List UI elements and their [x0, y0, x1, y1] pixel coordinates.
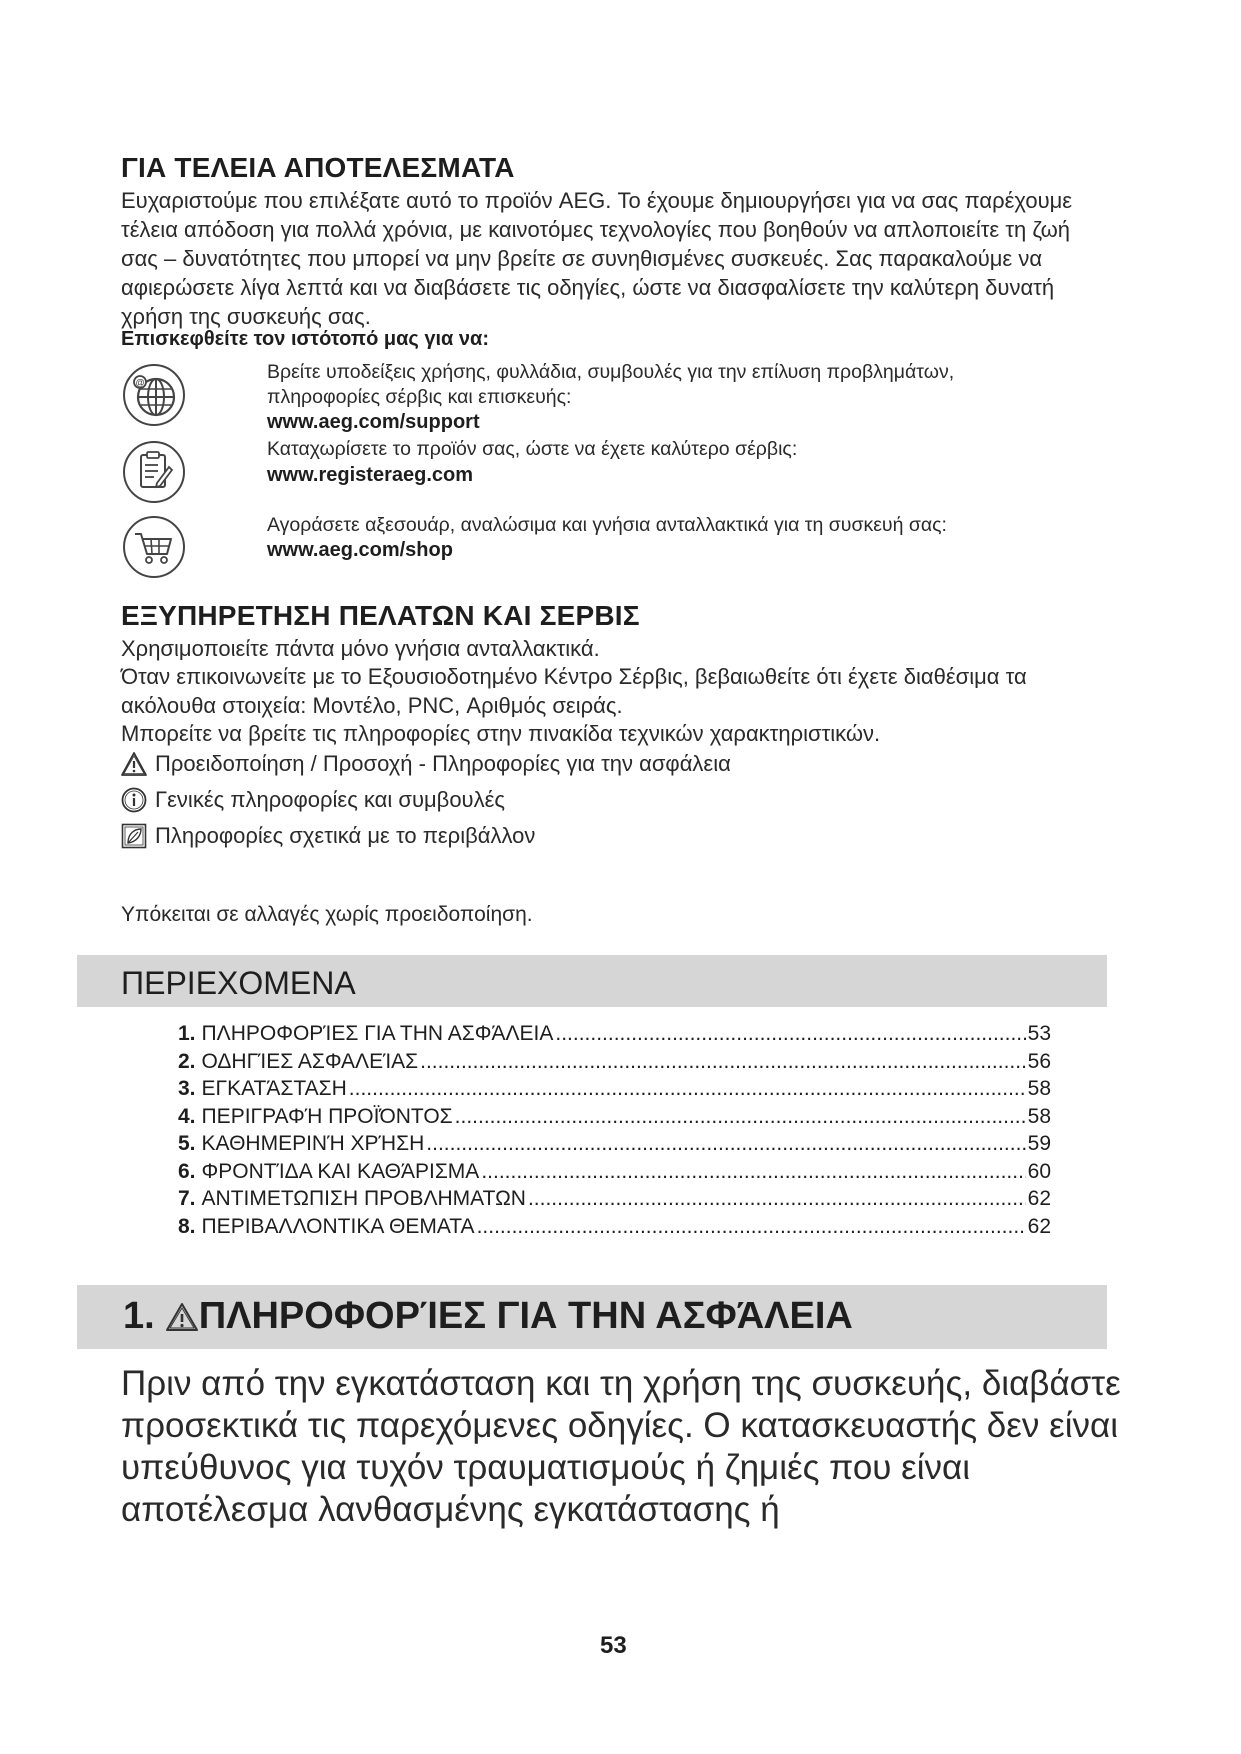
toc-item[interactable] [178, 1105, 1051, 1133]
toc-leader-dots [426, 1132, 1025, 1156]
toc-item-label: ΦΡΟΝΤΊΔΑ ΚΑΙ ΚΑΘΆΡΙΣΜΑ [201, 1159, 480, 1183]
toc-leader-dots [349, 1077, 1026, 1101]
page-number: 53 [600, 1632, 627, 1659]
toc-item-page: 62 [1027, 1187, 1051, 1210]
toc-item[interactable] [178, 1132, 1051, 1160]
toc-item-label: ΑΝΤΙΜΕΤΩΠΙΣΗ ΠΡΟΒΛΗΜΑΤΩΝ [201, 1187, 526, 1210]
toc-leader-dots [455, 1105, 1026, 1129]
toc-item-number: 3. [178, 1077, 196, 1100]
globe-icon [121, 362, 187, 428]
toc-title: ΠΕΡΙΕΧΟΜΕΝΑ [121, 965, 356, 1001]
toc-item-number: 4. [178, 1104, 196, 1128]
intro-title: ΓΙΑ ΤΕΛΕΙΑ ΑΠΟΤΕΛΕΣΜΑΤΑ [121, 152, 515, 183]
section1-paragraph: Πριν από την εγκατάσταση και τη χρήση της συσκευής, διαβάστε προσεκτικά τις παρεχόμενες οδηγίες. Ο κατασκευαστής δεν είναι υπεύθυνος για τυχόν τραυματισμούς ή ζημιές που είναι αποτέλεσμα λανθασμένης εγκατάστασης ή [121, 1364, 1121, 1529]
toc-item[interactable] [178, 1050, 1051, 1078]
toc-item[interactable] [178, 1187, 1051, 1215]
intro-paragraph: Ευχαριστούμε που επιλέξατε αυτό το προϊόν AEG. Το έχουμε δημιουργήσει για να σας παρέχουμε τέλεια απόδοση για πολλά χρόνια, με καινοτόμες τεχνολογίες που βοηθούν να απλοποιείτε τη ζωή σας – δυνατότητες που μπορεί να μην βρείτε σε συνηθισμένες συσκευές. Σας παρακαλούμε να αφιερώσετε λίγα λεπτά και να διαβάσετε τις οδηγίες, ώστε να διασφαλίσετε την καλύτερη δυνατή χρήση της συσκευής σας. [121, 188, 1073, 329]
toc-item[interactable] [178, 1077, 1051, 1105]
toc-item-label: ΕΓΚΑΤΆΣΤΑΣΗ [201, 1077, 347, 1100]
toc-leader-dots [477, 1215, 1026, 1239]
toc-item-number: 2. [178, 1049, 196, 1073]
visit-label: Επισκεφθείτε τον ιστότοπό μας για να: [121, 328, 489, 350]
toc-header-bar [77, 955, 1107, 1007]
service-support-text: Βρείτε υποδείξεις χρήσης, φυλλάδια, συμβουλές για την επίλυση προβλημάτων, πληροφορίες σέρβις και επισκευής: [267, 361, 955, 408]
toc-item[interactable] [178, 1022, 1051, 1050]
customer-title: ΕΞΥΠΗΡΕΤΗΣΗ ΠΕΛΑΤΩΝ ΚΑΙ ΣΕΡΒΙΣ [121, 600, 640, 631]
toc-item-page: 58 [1027, 1104, 1051, 1128]
toc-item-number: 8. [178, 1214, 196, 1238]
toc-item-number: 5. [178, 1132, 196, 1155]
legend-environment [121, 823, 535, 849]
legend-environment-text: Πληροφορίες σχετικά με το περιβάλλον [155, 823, 536, 848]
register-icon [121, 439, 187, 505]
toc-item-label: ΟΔΗΓΊΕΣ ΑΣΦΑΛΕΊΑΣ [201, 1049, 419, 1073]
warning-icon [165, 1302, 199, 1332]
toc-item-number: 7. [178, 1187, 196, 1210]
toc-leader-dots [420, 1050, 1026, 1074]
toc-item-label: ΠΕΡΙΒΑΛΛΟΝΤΙΚΑ ΘΕΜΑΤΑ [201, 1214, 475, 1238]
legend-info [121, 787, 505, 813]
section1-header-bar [77, 1285, 1107, 1349]
toc-leader-dots [481, 1160, 1025, 1184]
toc-item-page: 58 [1027, 1077, 1051, 1100]
toc-item-page: 53 [1027, 1022, 1051, 1045]
customer-line2: Όταν επικοινωνείτε με το Εξουσιοδοτημένο Κέντρο Σέρβις, βεβαιωθείτε ότι έχετε διαθέσιμα τα ακόλουθα στοιχεία: Μοντέλο, PNC, Αριθμός σειράς. [121, 664, 1027, 718]
toc-item-page: 59 [1027, 1132, 1051, 1155]
legend-info-text: Γενικές πληροφορίες και συμβουλές [155, 787, 505, 812]
section1-number: 1. [123, 1295, 155, 1337]
legend-warning [121, 751, 731, 777]
toc-item-page: 56 [1027, 1049, 1051, 1073]
service-register-text: Καταχωρίσετε το προϊόν σας, ώστε να έχετε καλύτερο σέρβις: [267, 438, 798, 460]
shop-link[interactable]: www.aeg.com/shop [267, 539, 453, 561]
toc-item-label: ΚΑΘΗΜΕΡΙΝΉ ΧΡΉΣΗ [201, 1132, 425, 1155]
toc-item-number: 1. [178, 1022, 196, 1045]
toc-item-label: ΠΛΗΡΟΦΟΡΊΕΣ ΓΙΑ ΤΗΝ ΑΣΦΆΛΕΙΑ [201, 1022, 554, 1045]
support-link[interactable]: www.aeg.com/support [267, 411, 480, 433]
toc-item-label: ΠΕΡΙΓΡΑΦΉ ΠΡΟΪΌΝΤΟΣ [201, 1104, 453, 1128]
service-register-icon-wrap [121, 439, 187, 510]
toc-leader-dots [555, 1022, 1025, 1046]
toc-item[interactable] [178, 1215, 1051, 1243]
customer-line1: Χρησιμοποιείτε πάντα μόνο γνήσια ανταλλακτικά. [121, 636, 600, 661]
section1-title-row [123, 1295, 853, 1338]
service-shop-text: Αγοράσετε αξεσουάρ, αναλώσιμα και γνήσια ανταλλακτικά για τη συσκευή σας: [267, 514, 947, 536]
service-cart-icon-wrap [121, 514, 187, 585]
info-icon [121, 787, 147, 813]
toc-item-page: 62 [1027, 1214, 1051, 1238]
svg-text:@: @ [135, 377, 145, 388]
change-notice: Υπόκειται σε αλλαγές χωρίς προειδοποίηση. [121, 903, 533, 926]
toc-item-page: 60 [1027, 1159, 1051, 1183]
section1-title: ΠΛΗΡΟΦΟΡΊΕΣ ΓΙΑ ΤΗΝ ΑΣΦΆΛΕΙΑ [198, 1295, 853, 1337]
customer-line3: Μπορείτε να βρείτε τις πληροφορίες στην πινακίδα τεχνικών χαρακτηριστικών. [121, 721, 881, 746]
warning-icon [121, 751, 147, 777]
leaf-icon [121, 823, 147, 849]
toc-leader-dots [528, 1187, 1026, 1211]
legend-warning-text: Προειδοποίηση / Προσοχή - Πληροφορίες για την ασφάλεια [155, 751, 731, 776]
toc-item-number: 6. [178, 1159, 196, 1183]
register-link[interactable]: www.registeraeg.com [267, 464, 473, 486]
toc-item[interactable] [178, 1160, 1051, 1188]
cart-icon [121, 514, 187, 580]
service-globe-icon-wrap [121, 362, 187, 433]
toc-list [178, 1022, 1051, 1242]
